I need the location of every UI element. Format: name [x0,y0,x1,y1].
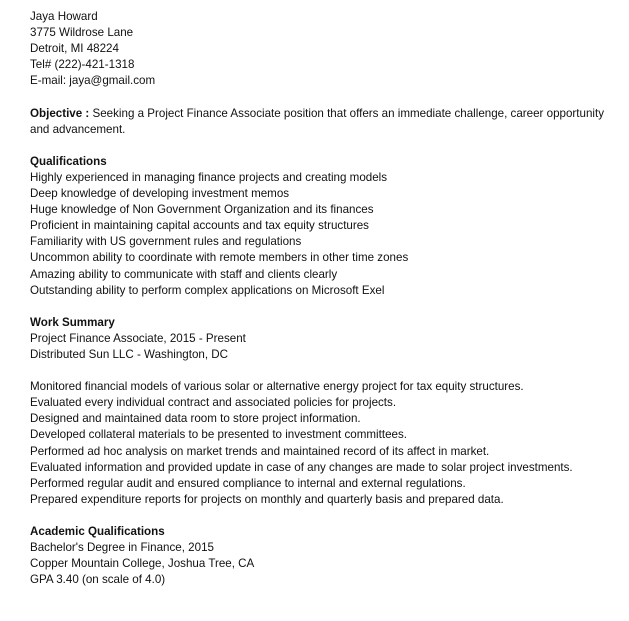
contact-name: Jaya Howard [30,10,98,23]
job-duty: Evaluated information and provided update in case of any changes are made to solar project investments. [30,460,573,474]
job-position: Project Finance Associate, 2015 - Present [30,331,246,345]
objective-label: Objective : [30,106,90,120]
academic-gpa: GPA 3.40 (on scale of 4.0) [30,573,166,587]
qualification-item: Deep knowledge of developing investment memos [30,187,290,201]
academic-degree: Bachelor's Degree in Finance, 2015 [30,541,214,555]
qualification-item: Outstanding ability to perform complex applications on Microsoft Exel [30,283,385,297]
job-duty: Monitored financial models of various solar or alternative energy project for tax equity structures. [30,380,524,394]
contact-block [30,9,622,89]
spacer [30,363,622,379]
qualification-item: Highly experienced in managing finance projects and creating models [30,170,388,184]
work-summary-heading: Work Summary [30,315,115,329]
work-summary-section [30,315,622,508]
job-duty: Developed collateral materials to be presented to investment committees. [30,428,407,442]
objective-paragraph [30,106,622,138]
spacer [30,89,622,105]
spacer [30,138,622,154]
contact-city: Detroit, MI 48224 [30,42,119,56]
contact-street: 3775 Wildrose Lane [30,26,134,40]
contact-email: E-mail: jaya@gmail.com [30,74,156,88]
academic-heading: Academic Qualifications [30,525,165,538]
resume-document [30,9,622,588]
job-duty: Evaluated every individual contract and associated policies for projects. [30,396,397,410]
academic-section [30,524,622,588]
qualification-item: Proficient in maintaining capital accounts and tax equity structures [30,219,369,233]
qualification-item: Huge knowledge of Non Government Organization and its finances [30,203,374,217]
job-duty: Designed and maintained data room to store project information. [30,412,361,426]
job-duty: Performed regular audit and ensured compliance to internal and external regulations. [30,476,466,490]
spacer [30,299,622,315]
job-company: Distributed Sun LLC - Washington, DC [30,347,229,361]
job-duty: Prepared expenditure reports for projects on monthly and quarterly basis and prepared data. [30,492,504,506]
qualifications-heading: Qualifications [30,154,107,168]
contact-phone: Tel# (222)-421-1318 [30,58,135,72]
academic-school: Copper Mountain College, Joshua Tree, CA [30,557,255,571]
qualifications-section [30,154,622,299]
job-duty: Performed ad hoc analysis on market trends and maintained record of its affect in market. [30,444,490,458]
objective-text: Seeking a Project Finance Associate position that offers an immediate challenge, career opportunity and advancement. [30,106,604,136]
qualification-item: Uncommon ability to coordinate with remote members in other time zones [30,251,409,265]
qualification-item: Familiarity with US government rules and regulations [30,235,302,249]
spacer [30,508,622,524]
qualification-item: Amazing ability to communicate with staff and clients clearly [30,267,338,281]
